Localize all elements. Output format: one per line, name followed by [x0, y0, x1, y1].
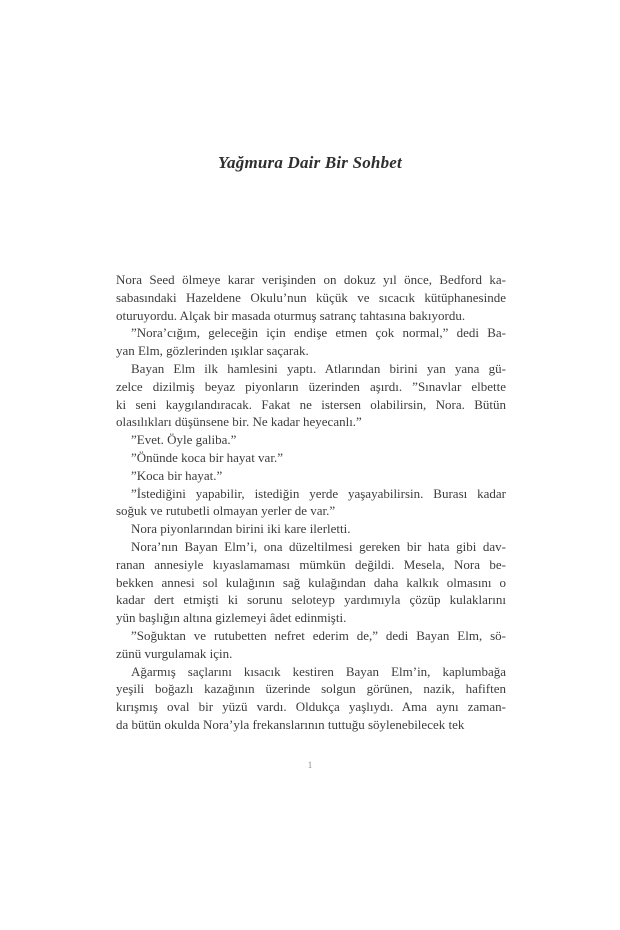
text-line: soğuk ve rutubetli olmayan yerler de var.”	[116, 503, 336, 519]
text-line: sabasındaki Hazeldene Okulu’nun küçük ve sıcacık kütüphanesinde	[116, 289, 506, 305]
text-line: kadar dert etmişti ki sorunu seloteyp yardımıyla çözüp kulaklarını	[116, 592, 506, 608]
paragraph	[116, 467, 506, 485]
text-line: ”Nora’cığım, geleceğin için endişe etmen çok normal,” dedi Ba-	[131, 325, 506, 341]
text-line: olasılıkları düşünsene bir. Ne kadar heyecanlı.”	[116, 414, 362, 430]
text-line: bekken annesi sol kulağının sağ kulağından daha kalkık olmasını o	[116, 574, 506, 590]
text-line: yeşili boğazlı kazağının üzerinde solgun görünen, nazik, hafiften	[116, 681, 506, 697]
text-line: Nora’nın Bayan Elm’i, ona düzeltilmesi gereken bir hata gibi dav-	[131, 538, 506, 554]
text-line: kırışmış oval bir yüzü vardı. Oldukça yaşlıydı. Ama aynı zaman-	[116, 699, 506, 715]
text-block	[116, 271, 506, 734]
paragraph	[116, 271, 506, 324]
text-line: ”Koca bir hayat.”	[131, 467, 223, 483]
text-line: oturuyordu. Alçak bir masada oturmuş satranç tahtasına bakıyordu.	[116, 307, 466, 323]
chapter-title: Yağmura Dair Bir Sohbet	[218, 153, 402, 172]
paragraph	[116, 663, 506, 734]
text-line: Nora Seed ölmeye karar verişinden on dokuz yıl önce, Bedford ka-	[116, 272, 506, 287]
text-line: Nora piyonlarından birini iki kare ilerletti.	[131, 521, 351, 537]
text-line: Ağarmış saçlarını kısacık kestiren Bayan Elm’in, kaplumbağa	[131, 663, 506, 679]
paragraph	[116, 627, 506, 663]
text-line: ”Önünde koca bir hayat var.”	[131, 449, 283, 465]
paragraph	[116, 324, 506, 360]
paragraph	[116, 360, 506, 431]
text-line: ranan annesiyle kıyaslamaması mümkün değildi. Mesela, Nora be-	[116, 556, 506, 572]
text-line: yün başlığın altına gizlemeyi âdet edinmişti.	[116, 610, 347, 626]
text-line: zünü vurgulamak için.	[116, 645, 233, 661]
text-line: zelce dizilmiş beyaz piyonların üzerinden aşırdı. ”Sınavlar elbette	[116, 378, 506, 394]
text-line: ”İstediğini yapabilir, istediğin yerde yaşayabilirsin. Burası kadar	[131, 485, 506, 501]
paragraph	[116, 538, 506, 627]
text-line: ”Evet. Öyle galiba.”	[131, 432, 237, 448]
text-line: da bütün okulda Nora’yla frekanslarının tuttuğu söylenebilecek tek	[116, 716, 465, 732]
text-line: yan Elm, gözlerinden ışıklar saçarak.	[116, 343, 309, 359]
paragraph	[116, 520, 506, 538]
text-line: ki seni kaygılandıracak. Fakat ne istersen olabilirsin, Nora. Bütün	[116, 396, 506, 412]
paragraph	[116, 449, 506, 467]
paragraph	[116, 485, 506, 521]
text-line: Bayan Elm ilk hamlesini yaptı. Atlarından birini yan yana gü-	[131, 360, 506, 376]
page-number: 1	[307, 760, 313, 770]
paragraph	[116, 431, 506, 449]
text-line: ”Soğuktan ve rutubetten nefret ederim de,” dedi Bayan Elm, sö-	[131, 627, 506, 643]
